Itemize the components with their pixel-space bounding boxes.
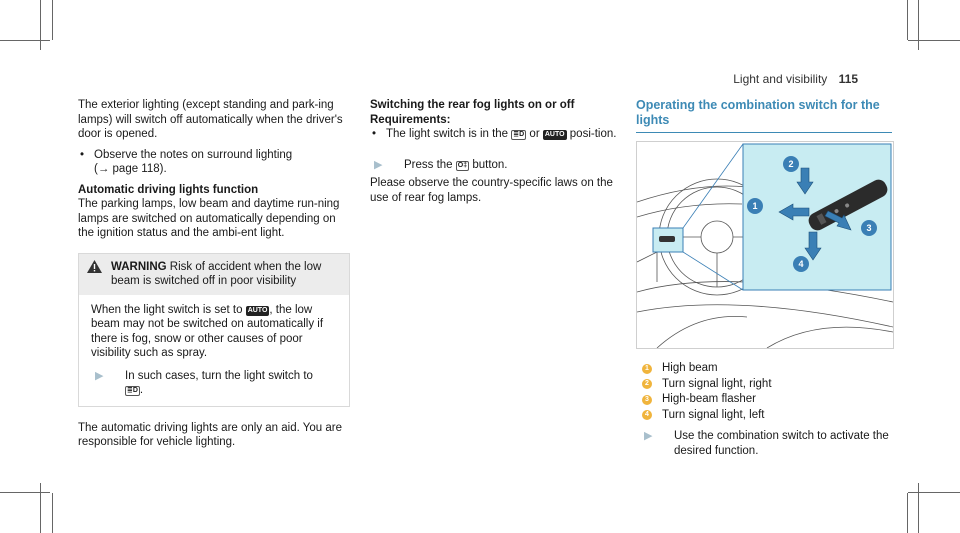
legend-text: High beam — [662, 362, 718, 374]
crop-mark — [0, 40, 50, 41]
bullet-text-b: posi-tion. — [569, 128, 617, 140]
warning-text-b: , the low beam may not be switched on automatically if there is fog, snow or other causes of poor visibility such as spray. — [91, 303, 324, 359]
page-reference-link[interactable]: (→ page 118). — [94, 163, 167, 175]
crop-mark — [52, 493, 53, 533]
bullet-line-1: Observe the notes on surround lighting — [94, 148, 293, 161]
action-step — [370, 158, 620, 173]
action-text-b: button. — [472, 158, 508, 171]
action-text-a: Press the — [404, 158, 453, 171]
page-number: 115 — [838, 72, 858, 86]
crop-mark — [908, 492, 960, 493]
warning-header — [79, 254, 349, 295]
action-step — [640, 429, 890, 458]
bullet-item — [78, 148, 350, 177]
legend-number: 4 — [642, 410, 652, 420]
section-heading: Switching the rear fog lights on or off — [370, 99, 575, 111]
svg-text:4: 4 — [798, 259, 804, 269]
figure-legend — [642, 361, 772, 423]
action-arrow-icon: ▶ — [644, 430, 653, 442]
warning-label: WARNING — [111, 260, 167, 273]
legend-number: 3 — [642, 395, 652, 405]
crop-mark — [907, 0, 908, 40]
legend-item — [642, 361, 772, 377]
warning-text — [111, 260, 341, 289]
column-right — [636, 98, 892, 133]
footer-paragraph: The automatic driving lights are only an aid. You are responsible for vehicle lighting. — [78, 421, 343, 448]
column-middle — [370, 98, 620, 211]
warning-text-a: When the light switch is set to — [91, 303, 243, 316]
section-heading: Operating the combination switch for the lights — [636, 98, 892, 133]
low-beam-icon: ≣D — [513, 131, 525, 138]
bullet-text — [94, 148, 292, 177]
legend-text: Turn signal light, left — [662, 408, 765, 421]
legend-item — [642, 377, 772, 393]
header-title: Light and visibility — [733, 72, 828, 86]
crop-mark — [0, 492, 50, 493]
action-row — [640, 429, 890, 458]
low-beam-icon: ≣D — [127, 387, 138, 394]
rear-fog-icon: O‡ — [457, 161, 468, 169]
warning-triangle-icon — [87, 260, 111, 289]
action-arrow-icon: ▶ — [95, 369, 104, 382]
auto-icon: AUTO — [247, 306, 268, 314]
legend-item — [642, 392, 772, 408]
legend-number: 2 — [642, 379, 652, 389]
bullet-dot: • — [80, 148, 85, 161]
crop-mark — [40, 0, 41, 50]
section-heading: Automatic driving lights function — [78, 183, 259, 196]
warning-title: Risk of accident when the low beam is switched off in poor visibility — [111, 260, 322, 287]
note-paragraph: Please observe the country-specific laws on the use of rear fog lamps. — [370, 177, 613, 204]
action-text: In such cases, turn the light switch to ≣D . — [125, 369, 313, 396]
bullet-item — [370, 127, 620, 142]
bullet-or: or — [529, 128, 540, 140]
svg-text:2: 2 — [788, 159, 794, 169]
action-text: Use the combination switch to activate the desired function. — [674, 430, 889, 457]
legend-item — [642, 408, 772, 424]
bullet-text — [386, 127, 616, 142]
action-step — [91, 369, 341, 398]
crop-mark — [52, 0, 53, 40]
svg-text:1: 1 — [752, 201, 758, 211]
legend-text: High-beam flasher — [662, 393, 756, 405]
crop-mark — [907, 493, 908, 533]
requirements-label: Requirements: — [370, 113, 451, 126]
intro-paragraph: The exterior lighting (except standing and park-ing lamps) will switch off automatically when the driver's door is opened. — [78, 99, 343, 140]
combination-switch-illustration — [636, 141, 894, 349]
column-left — [78, 98, 350, 456]
running-header — [733, 72, 858, 86]
auto-icon: AUTO — [544, 131, 565, 138]
legend-number: 1 — [642, 364, 652, 374]
warning-paragraph — [91, 303, 341, 361]
bullet-text-a: The light switch is in the — [386, 128, 509, 140]
warning-action: In such cases, turn the light switch to — [125, 369, 313, 382]
action-text — [404, 158, 508, 173]
crop-mark — [918, 483, 919, 533]
legend-text: Turn signal light, right — [662, 377, 772, 390]
warning-box — [78, 253, 350, 407]
crop-mark — [40, 483, 41, 533]
crop-mark — [918, 0, 919, 50]
bullet-dot: • — [372, 128, 377, 140]
body-paragraph: The parking lamps, low beam and daytime run-ning lamps are switched on automatically depending on the ignition status and the ambi-ent light. — [78, 198, 340, 239]
crop-mark — [908, 40, 960, 41]
action-arrow-icon: ▶ — [374, 158, 383, 171]
svg-text:3: 3 — [866, 223, 872, 233]
warning-body — [79, 295, 349, 406]
